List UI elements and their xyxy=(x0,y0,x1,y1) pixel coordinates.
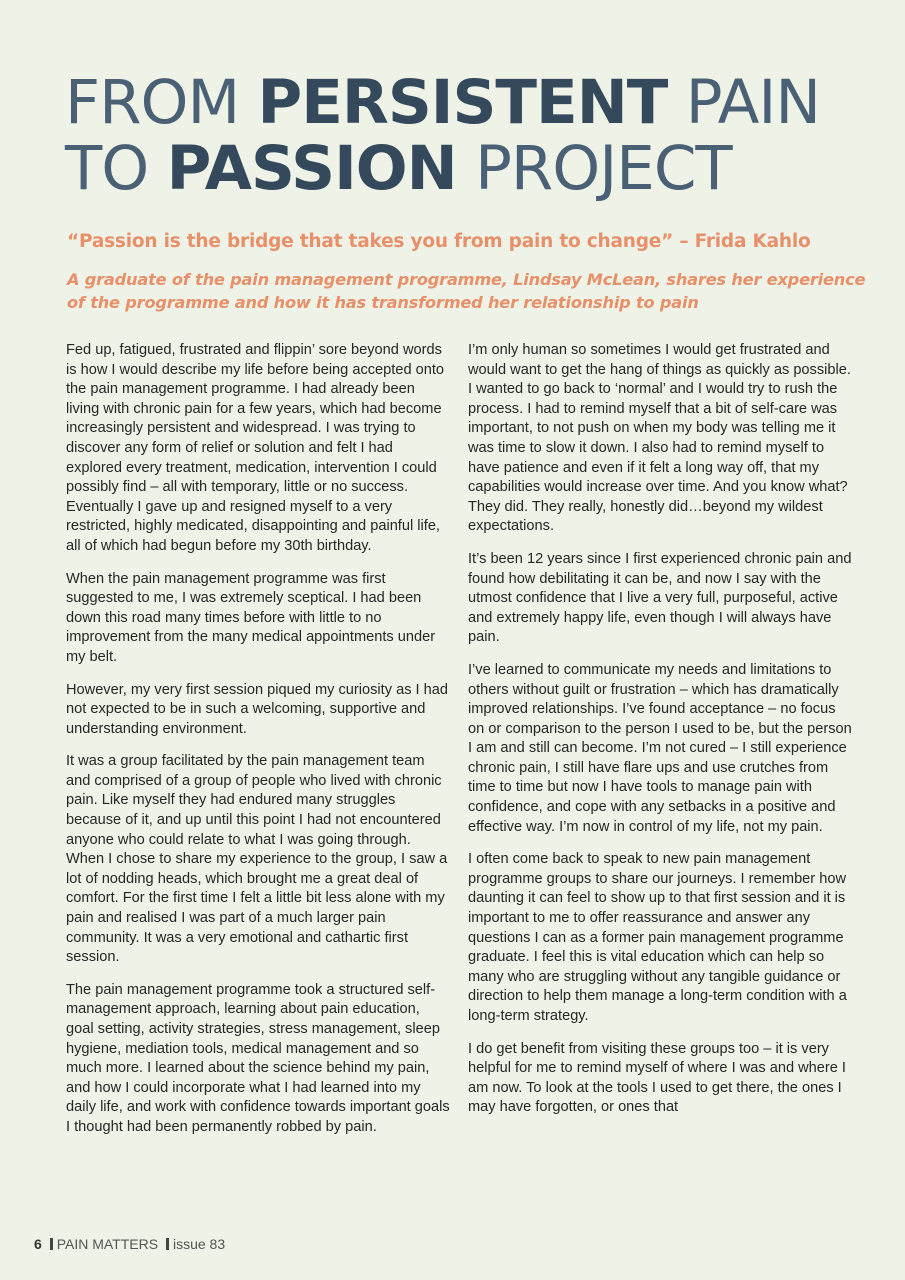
pull-quote: “Passion is the bridge that takes you from pain to change” – Frida Kahlo xyxy=(67,231,811,252)
body-paragraph: It’s been 12 years since I first experienced chronic pain and found how debilitating it can be, and now I say with the utmost confidence that I live a very full, purposeful, active and extremely happy life, even though I will always have pain. xyxy=(468,550,852,646)
standfirst: A graduate of the pain management programme, Lindsay McLean, shares her experience of the programme and how it has transformed her relationship to pain xyxy=(67,270,866,312)
body-paragraph: Fed up, fatigued, frustrated and flippin’ sore beyond words is how I would describe my life before being accepted onto the pain management programme. I had already been living with chronic pain for a few years, which had become increasingly persistent and widespread. I was trying to discover any form of relief or solution and felt I had explored every treatment, medication, intervention I could possibly find – all with temporary, little or no success. Eventually I gave up and resigned myself to a very restricted, highly medicated, disappointing and painful life, all of which had begun before my 30th birthday. xyxy=(66,342,445,554)
issue-number: issue 83 xyxy=(172,1236,226,1252)
publication-name: PAIN MATTERS xyxy=(56,1236,159,1252)
left-column xyxy=(66,341,451,1151)
title-line-1 xyxy=(65,67,820,138)
page-footer xyxy=(34,1236,225,1252)
body-paragraph: I often come back to speak to new pain management programme groups to share our journeys. I remember how daunting it can feel to show up to that first session and it is important to me to offer reassurance and answer any questions I can as a former pain management programme graduate. I feel this is vital education which can help so many who are struggling without any tangible guidance or direction to help them manage a long-term condition with a long-term strategy. xyxy=(468,851,847,1024)
body-paragraph: When the pain management programme was first suggested to me, I was extremely sceptical. I had been down this road many times before with little to no improvement from the many medical appointments under my belt. xyxy=(66,570,436,665)
title-line-1-emphasis: PERSISTENT xyxy=(257,67,668,138)
body-paragraph: I’m only human so sometimes I would get frustrated and would want to get the hang of things as quickly as possible. I wanted to go back to ‘normal’ and I would try to rush the process. I had to remind myself that a bit of self-care was important, to not push on when my body was telling me it was time to slow it down. I also had to remind myself to have patience and even if it felt a long way off, that my capabilities would increase over time. And you know what? They did. They really, honestly did…beyond my wildest expectations. xyxy=(468,342,851,535)
title-line-2-emphasis: PASSION xyxy=(166,133,457,204)
body-paragraph: I do get benefit from visiting these groups too – it is very helpful for me to remind myself of where I was and where I am now. To look at the tools I used to get there, the ones I may have forgotten, or ones that xyxy=(468,1040,846,1116)
right-column xyxy=(468,341,853,1131)
body-paragraph: However, my very first session piqued my curiosity as I had not expected to be in such a welcoming, supportive and understanding environment. xyxy=(66,681,449,737)
title-line-2 xyxy=(65,133,820,204)
title-line-1-start: FROM xyxy=(65,67,258,138)
page-number: 6 xyxy=(34,1236,42,1252)
body-paragraph: It was a group facilitated by the pain management team and comprised of a group of people who lived with chronic pain. Like myself they had endured many struggles because of it, and up until this point I had not encountered anyone who could relate to what I was going through. When I chose to share my experience to the group, I saw a lot of nodding heads, which brought me a great deal of comfort. For the first time I felt a little bit less alone with my pain and realised I was part of a much larger pain community. It was a very emotional and cathartic first session. xyxy=(66,753,448,966)
footer-divider xyxy=(50,1238,53,1250)
title-line-2-start: TO xyxy=(65,133,167,204)
body-paragraph: The pain management programme took a structured self-management approach, learning about pain education, goal setting, activity strategies, stress management, sleep hygiene, mediation tools, medical management and so much more. I learned about the science behind my pain, and how I could incorporate what I had learned into my daily life, and work with confidence towards important goals I thought had been permanently robbed by pain. xyxy=(66,981,450,1135)
title-line-1-end: PAIN xyxy=(667,67,820,138)
article-title xyxy=(65,67,820,204)
footer-divider xyxy=(166,1238,169,1250)
title-line-2-end: PROJECT xyxy=(456,133,732,204)
body-paragraph: I’ve learned to communicate my needs and limitations to others without guilt or frustration – which has dramatically improved relationships. I’ve found acceptance – no focus on or comparison to the person I used to be, but the person I am and still can become. I’m not cured – I still experience chronic pain, I still have flare ups and use crutches from time to time but now I have tools to manage pain with confidence, and cope with any setbacks in a positive and effective way. I’m now in control of my life, not my pain. xyxy=(468,661,852,835)
